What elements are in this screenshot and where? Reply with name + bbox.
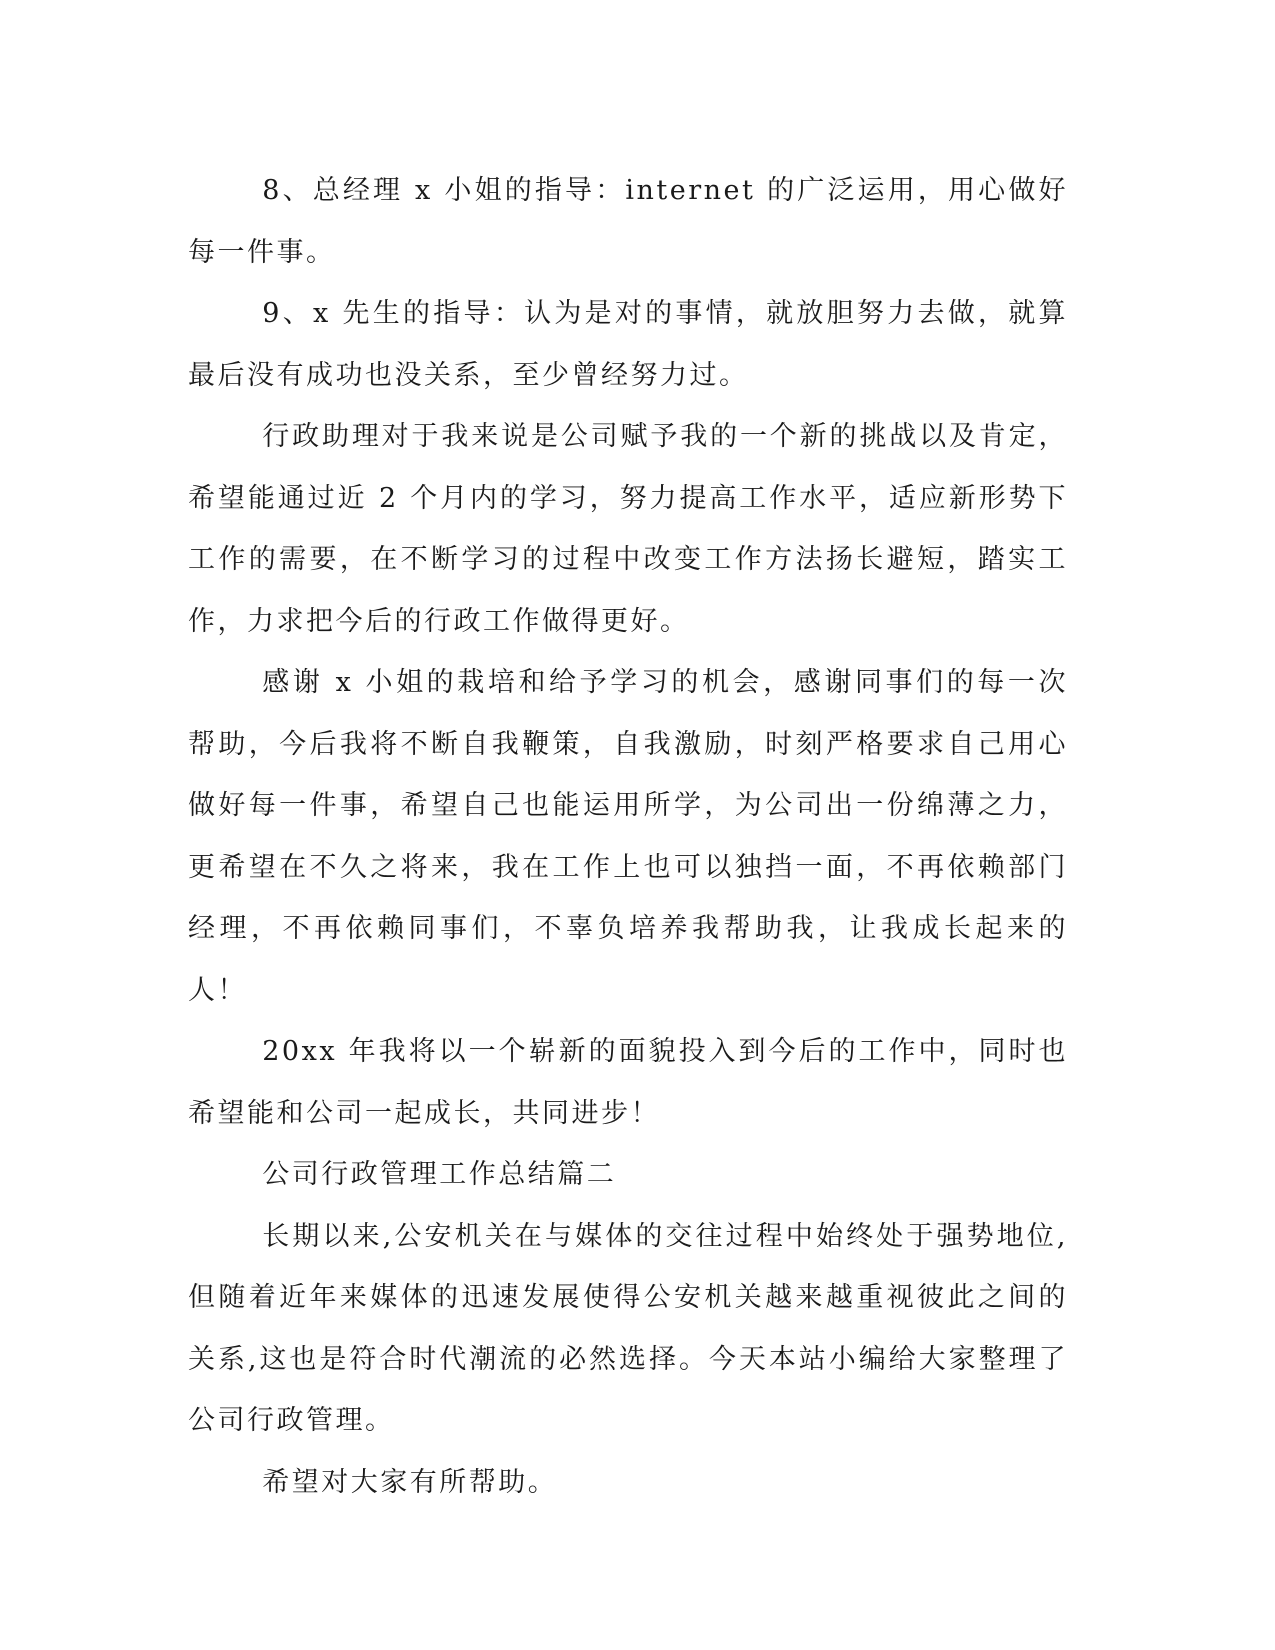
section-heading: 公司行政管理工作总结篇二 <box>262 1159 617 1190</box>
paragraph-guidance-9: 9、x 先生的指导：认为是对的事情，就放胆努力去做，就算最后没有成功也没关系，至少曾经努力过。 <box>188 298 1068 391</box>
document-body <box>188 160 1068 1513</box>
paragraph-admin-assistant: 行政助理对于我来说是公司赋予我的一个新的挑战以及肯定，希望能通过近 2 个月内的学习，努力提高工作水平，适应新形势下工作的需要，在不断学习的过程中改变工作方法扬长避短，踏实工作，力求把今后的行政工作做得更好。 <box>188 421 1068 637</box>
paragraph-media-relations: 长期以来,公安机关在与媒体的交往过程中始终处于强势地位,但随着近年来媒体的迅速发展使得公安机关越来越重视彼此之间的关系,这也是符合时代潮流的必然选择。今天本站小编给大家整理了公司行政管理。 <box>188 1220 1068 1436</box>
paragraph-thanks: 感谢 x 小姐的栽培和给予学习的机会，感谢同事们的每一次帮助，今后我将不断自我鞭策，自我激励，时刻严格要求自己用心做好每一件事，希望自己也能运用所学，为公司出一份绵薄之力，更希望在不久之将来，我在工作上也可以独挡一面，不再依赖部门经理，不再依赖同事们，不辜负培养我帮助我，让我成长起来的人！ <box>188 667 1068 1006</box>
paragraph-new-year: 20xx 年我将以一个崭新的面貌投入到今后的工作中，同时也希望能和公司一起成长，共同进步！ <box>188 1036 1068 1129</box>
paragraph-guidance-8: 8、总经理 x 小姐的指导：internet 的广泛运用，用心做好每一件事。 <box>188 175 1068 268</box>
paragraph-closing: 希望对大家有所帮助。 <box>262 1466 558 1498</box>
